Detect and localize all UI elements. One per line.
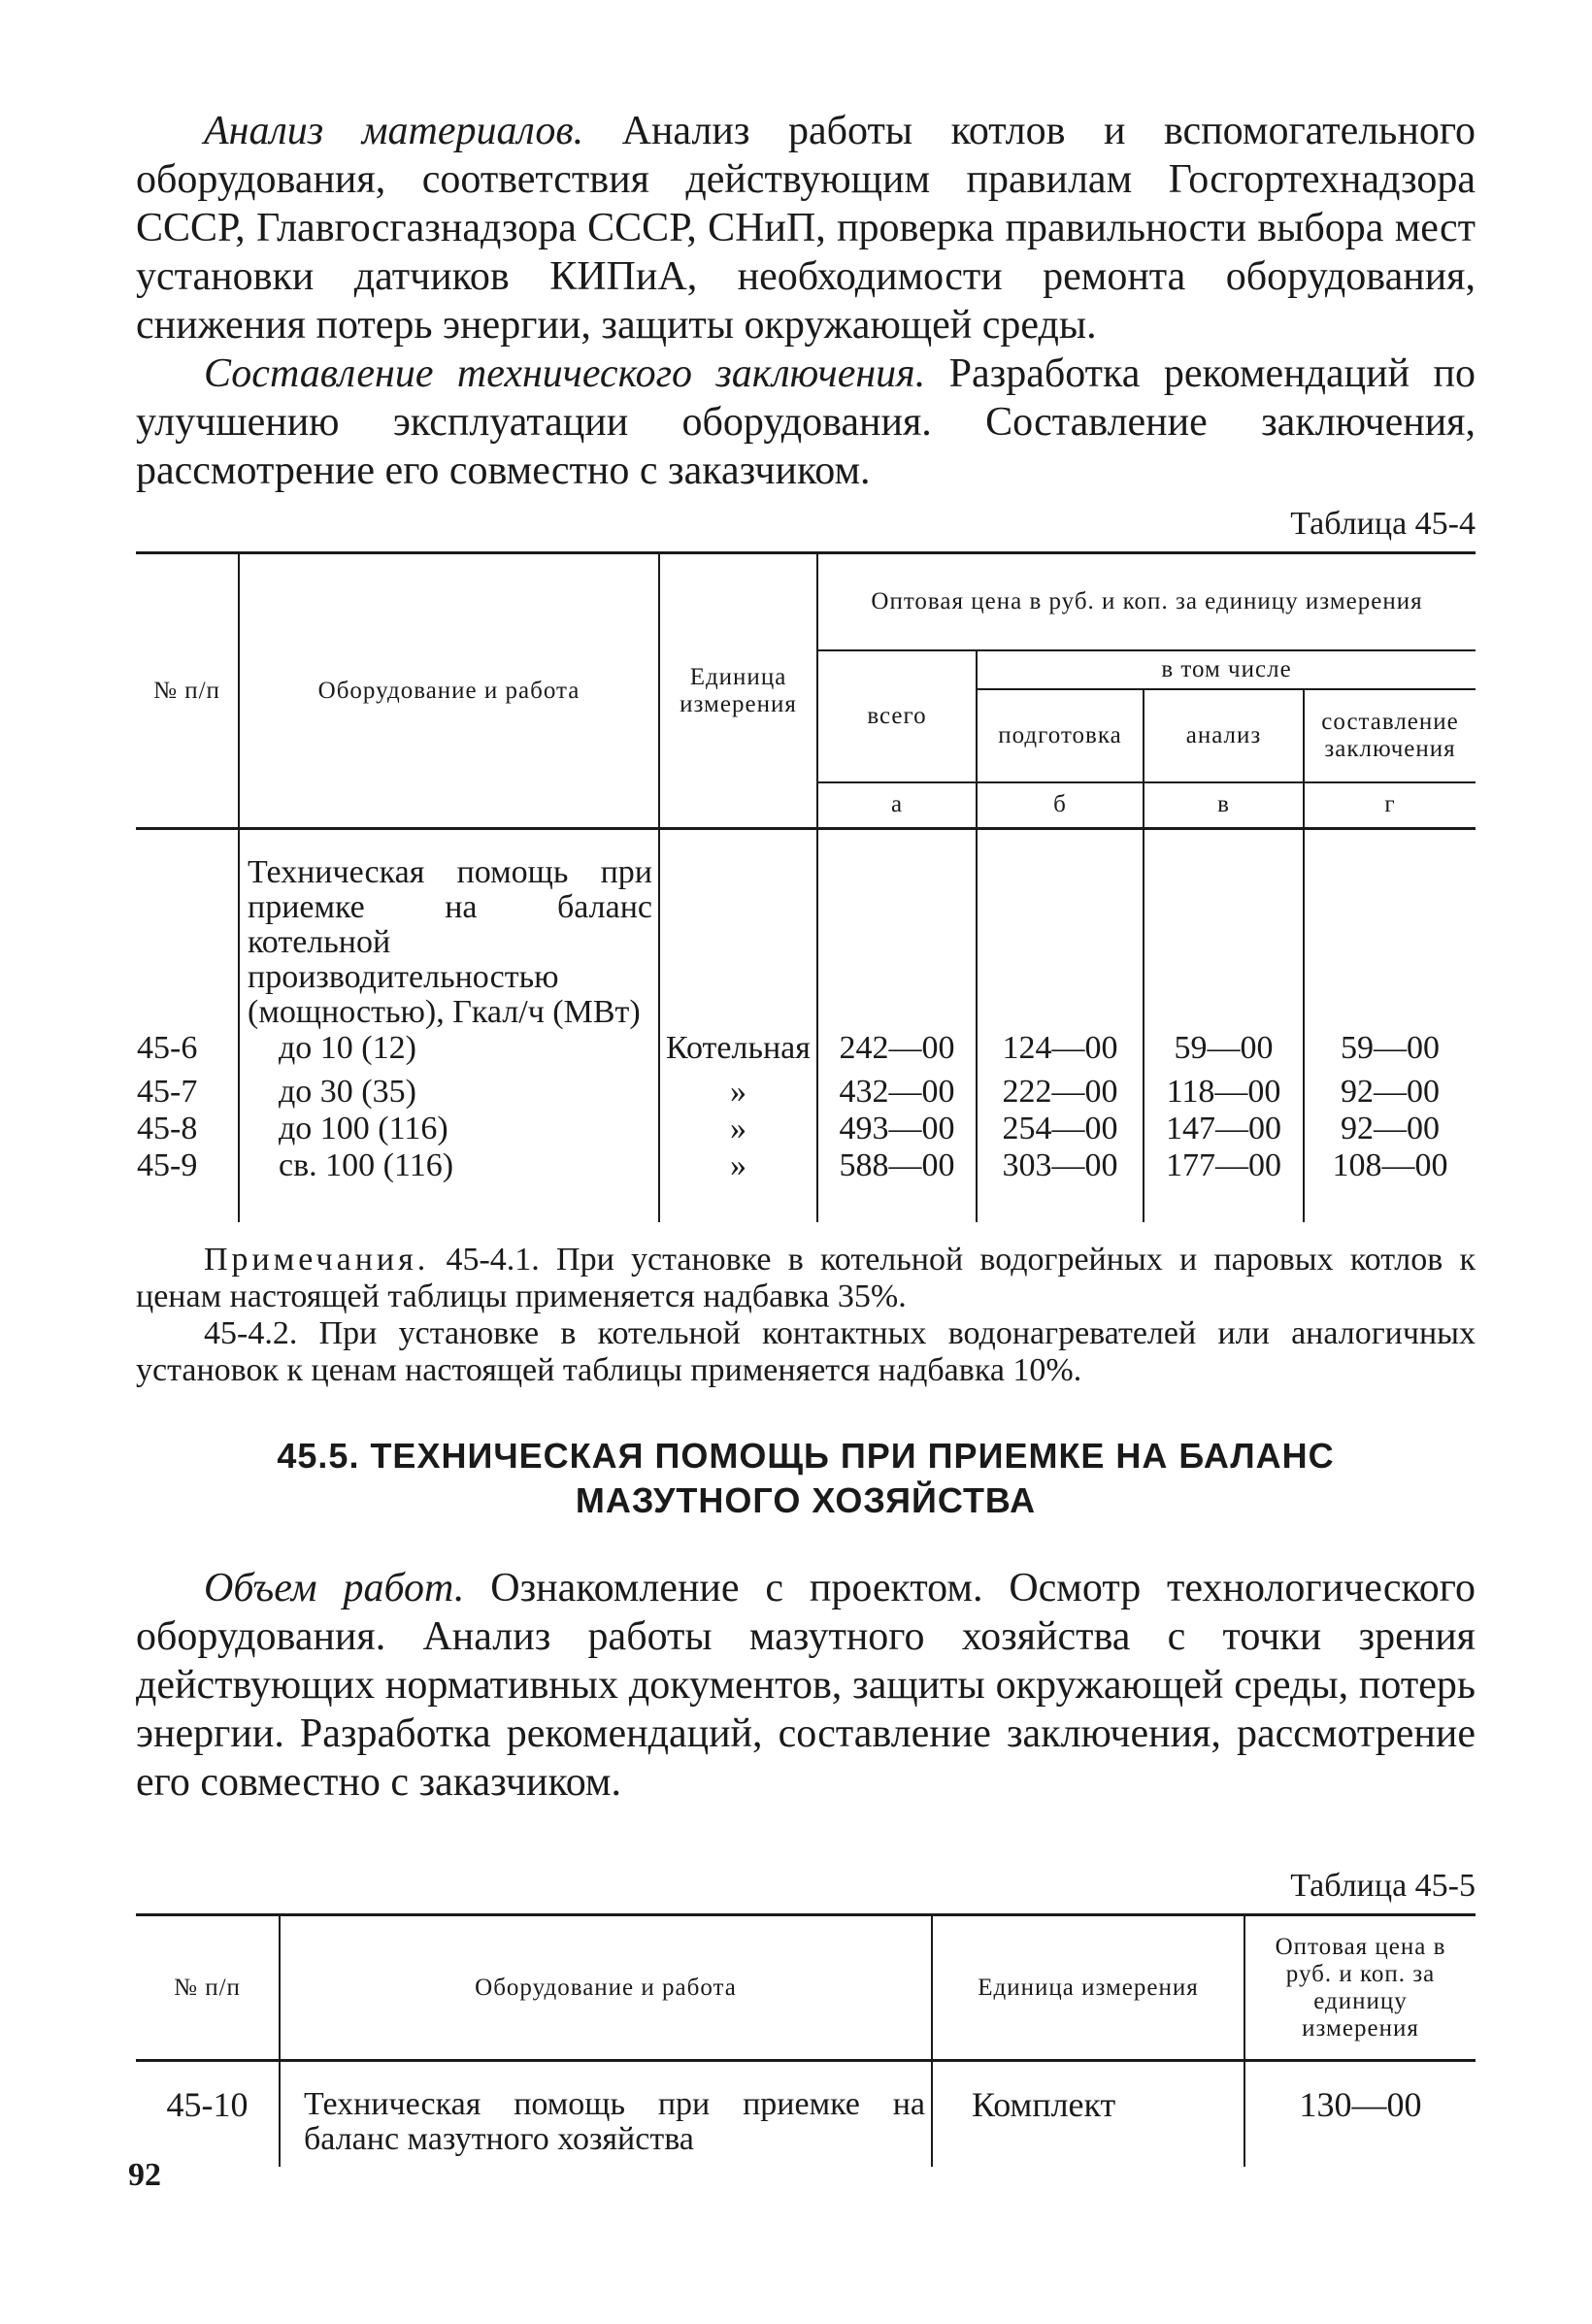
row-preparation: 222—00 — [977, 1074, 1144, 1111]
table-45-4 — [136, 551, 1476, 1222]
table-45-4-notes — [136, 1242, 1476, 1389]
row-unit: » — [659, 1147, 817, 1222]
section-heading-line-1: 45.5. ТЕХНИЧЕСКАЯ ПОМОЩЬ ПРИ ПРИЕМКЕ НА БАЛАНС — [277, 1436, 1335, 1476]
table-row — [136, 2061, 1476, 2168]
row-conclusion: 108—00 — [1304, 1147, 1476, 1222]
row-preparation: 254—00 — [977, 1111, 1144, 1147]
row-conclusion: 59—00 — [1304, 1030, 1476, 1074]
section-paragraph-scope — [136, 1564, 1476, 1807]
row-desc: до 100 (116) — [239, 1111, 659, 1147]
row-unit: Котельная — [659, 1030, 817, 1074]
page-content — [136, 107, 1476, 2167]
row-unit: » — [659, 1111, 817, 1147]
table-45-4-caption: Таблица 45-4 — [1290, 506, 1476, 542]
note-45-4-2: 45-4.2. При установке в котельной контактных водонагревателей или аналогичных установок к ценам настоящей таблицы применяется надбавка 10%. — [136, 1315, 1476, 1388]
page-number: 92 — [128, 2157, 161, 2193]
section-heading — [136, 1434, 1476, 1523]
header-price: Оптовая цена в руб. и коп. за единицу измерения — [1244, 1915, 1476, 2061]
row-total: 493—00 — [817, 1111, 977, 1147]
intro-paragraph-conclusion — [136, 349, 1476, 495]
header-price-group: Оптовая цена в руб. и коп. за единицу измерения — [817, 553, 1476, 650]
row-total: 588—00 — [817, 1147, 977, 1222]
row-analysis: 177—00 — [1144, 1147, 1304, 1222]
row-num: 45-6 — [137, 1030, 198, 1066]
row-conclusion: 92—00 — [1304, 1111, 1476, 1147]
lead-scope-of-work: Объем работ. — [204, 1566, 465, 1610]
row-price: 130—00 — [1244, 2061, 1476, 2168]
text-scope-of-work: Ознакомление с проектом. Осмотр технологического оборудования. Анализ работы мазутного хозяйства с точки зрения действующих нормативных документов, защиты окружающей среды, потерь энергии. Разработка рекомендаций, составление заключения, рассмотрение его совместно с заказчиком. — [136, 1566, 1476, 1805]
header-col-a: а — [817, 782, 977, 829]
row-analysis: 118—00 — [1144, 1074, 1304, 1111]
row-num: 45-8 — [137, 1111, 198, 1146]
header-num: № п/п — [174, 1974, 241, 2001]
row-total: 432—00 — [817, 1074, 977, 1111]
table-row — [136, 1030, 1476, 1074]
note-45-4-1-text: 45-4.1. При установке в котельной водогрейных и паровых котлов к ценам настоящей таблицы применяется надбавка 35%. — [136, 1242, 1476, 1314]
row-desc: св. 100 (116) — [239, 1147, 659, 1222]
row-analysis: 147—00 — [1144, 1111, 1304, 1147]
header-total: всего — [817, 650, 977, 782]
group-description: Техническая помощь при приемке на баланс котельной производительностью (мощностью), Гкал/ч (МВт) — [239, 829, 659, 1031]
header-equipment: Оборудование и работа — [239, 553, 659, 829]
row-preparation: 303—00 — [977, 1147, 1144, 1222]
row-num: 45-7 — [137, 1074, 198, 1110]
row-preparation: 124—00 — [977, 1030, 1144, 1074]
header-col-g: г — [1304, 782, 1476, 829]
table-row — [136, 1074, 1476, 1111]
note-45-4-1 — [136, 1242, 1476, 1315]
table-45-5-caption: Таблица 45-5 — [1290, 1868, 1476, 1904]
text-technical-conclusion: Разработка рекомендаций по улучшению эксплуатации оборудования. Составление заключения, рассмотрение его совместно с заказчиком. — [136, 351, 1476, 493]
header-including: в том числе — [977, 650, 1476, 689]
intro-paragraph-materials — [136, 107, 1476, 349]
row-conclusion: 92—00 — [1304, 1074, 1476, 1111]
notes-label: Примечания. — [204, 1242, 430, 1278]
header-unit: Единица измерения — [659, 553, 817, 829]
header-col-v: в — [1144, 782, 1304, 829]
header-equipment: Оборудование и работа — [280, 1915, 932, 2061]
table-row — [136, 1147, 1476, 1222]
row-analysis: 59—00 — [1144, 1030, 1304, 1074]
row-unit: Комплект — [932, 2061, 1244, 2168]
header-preparation: подготовка — [977, 689, 1144, 782]
table-45-5 — [136, 1913, 1476, 2167]
header-conclusion: составление заключения — [1304, 689, 1476, 782]
row-desc: до 30 (35) — [239, 1074, 659, 1111]
header-unit: Единица измерения — [932, 1915, 1244, 2061]
header-num: № п/п — [153, 677, 220, 704]
lead-materials-analysis: Анализ материалов. — [204, 109, 584, 153]
table-row — [136, 1111, 1476, 1147]
header-col-b: б — [977, 782, 1144, 829]
row-desc: до 10 (12) — [239, 1030, 659, 1074]
row-num: 45-10 — [166, 2085, 249, 2124]
header-analysis: анализ — [1144, 689, 1304, 782]
row-num: 45-9 — [137, 1147, 198, 1183]
row-unit: » — [659, 1074, 817, 1111]
row-total: 242—00 — [817, 1030, 977, 1074]
section-heading-line-2: МАЗУТНОГО ХОЗЯЙСТВА — [575, 1480, 1037, 1520]
lead-technical-conclusion: Составление технического заключения. — [204, 351, 926, 396]
row-desc: Техническая помощь при приемке на баланс мазутного хозяйства — [280, 2061, 932, 2168]
text-materials-analysis: Анализ работы котлов и вспомогательного оборудования, соответствия действующим правилам Госгортехнадзора СССР, Главгосгазнадзора СССР, СНиП, проверка правильности выбора мест установки датчиков КИПиА, необходимости ремонта оборудования, снижения потерь энергии, защиты окружающей среды. — [136, 109, 1476, 348]
